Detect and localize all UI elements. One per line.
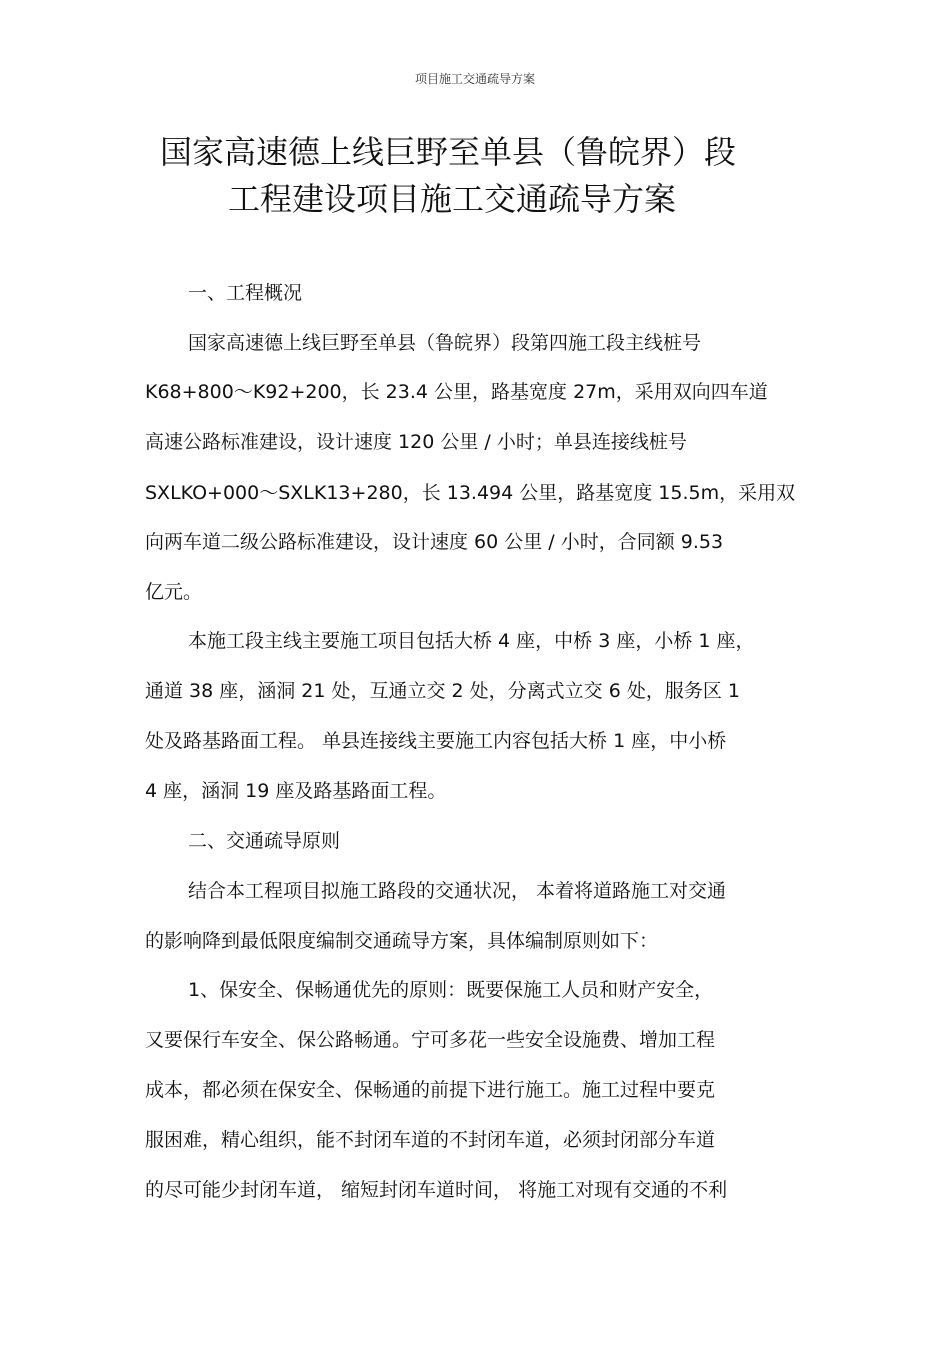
section-heading-principles: 二、交通疏导原则 (188, 830, 341, 852)
section-heading-overview: 一、工程概况 (188, 282, 303, 304)
document-title-line-1: 国家高速德上线巨野至单县（鲁皖界）段 (160, 133, 737, 171)
paragraph-line: 国家高速德上线巨野至单县（鲁皖界）段第四施工段主线桩号 (188, 332, 702, 354)
paragraph-line: K68+800～K92+200，长 23.4 公里，路基宽度 27m，采用双向四车道 (145, 381, 768, 403)
paragraph-line: 的影响降到最低限度编制交通疏导方案，具体编制原则如下： (145, 930, 659, 952)
paragraph-line: 1、保安全、保畅通优先的原则：既要保施工人员和财产安全， (188, 979, 714, 1001)
paragraph-line: 结合本工程项目拟施工路段的交通状况， 本着将道路施工对交通 (188, 880, 727, 902)
document-title-line-2: 工程建设项目施工交通疏导方案 (228, 180, 677, 218)
paragraph-line: 的尽可能少封闭车道， 缩短封闭车道时间， 将施工对现有交通的不利 (145, 1179, 728, 1201)
paragraph-line: 处及路基路面工程。 单县连接线主要施工内容包括大桥 1 座，中小桥 (145, 730, 727, 752)
paragraph-line: 又要保行车安全、保公路畅通。宁可多花一些安全设施费、增加工程 (145, 1029, 716, 1051)
paragraph-line: 高速公路标准建设，设计速度 120 公里 / 小时；单县连接线桩号 (145, 431, 687, 453)
paragraph-line: 成本，都必须在保安全、保畅通的前提下进行施工。施工过程中要克 (145, 1079, 716, 1101)
paragraph-line: 向两车道二级公路标准建设，设计速度 60 公里 / 小时，合同额 9.53 (145, 531, 724, 553)
paragraph-line: 4 座，涵洞 19 座及路基路面工程。 (145, 780, 447, 802)
paragraph-line: 亿元。 (145, 581, 203, 603)
page-header: 项目施工交通疏导方案 (414, 72, 535, 86)
paragraph-line: SXLKO+000～SXLK13+280，长 13.494 公里，路基宽度 15.5m，采用双 (145, 482, 796, 504)
paragraph-line: 服困难，精心组织，能不封闭车道的不封闭车道，必须封闭部分车道 (145, 1129, 716, 1151)
paragraph-line: 本施工段主线主要施工项目包括大桥 4 座，中桥 3 座，小桥 1 座， (188, 630, 755, 652)
paragraph-line: 通道 38 座，涵洞 21 处，互通立交 2 处，分离式立交 6 处，服务区 1 (145, 680, 740, 702)
